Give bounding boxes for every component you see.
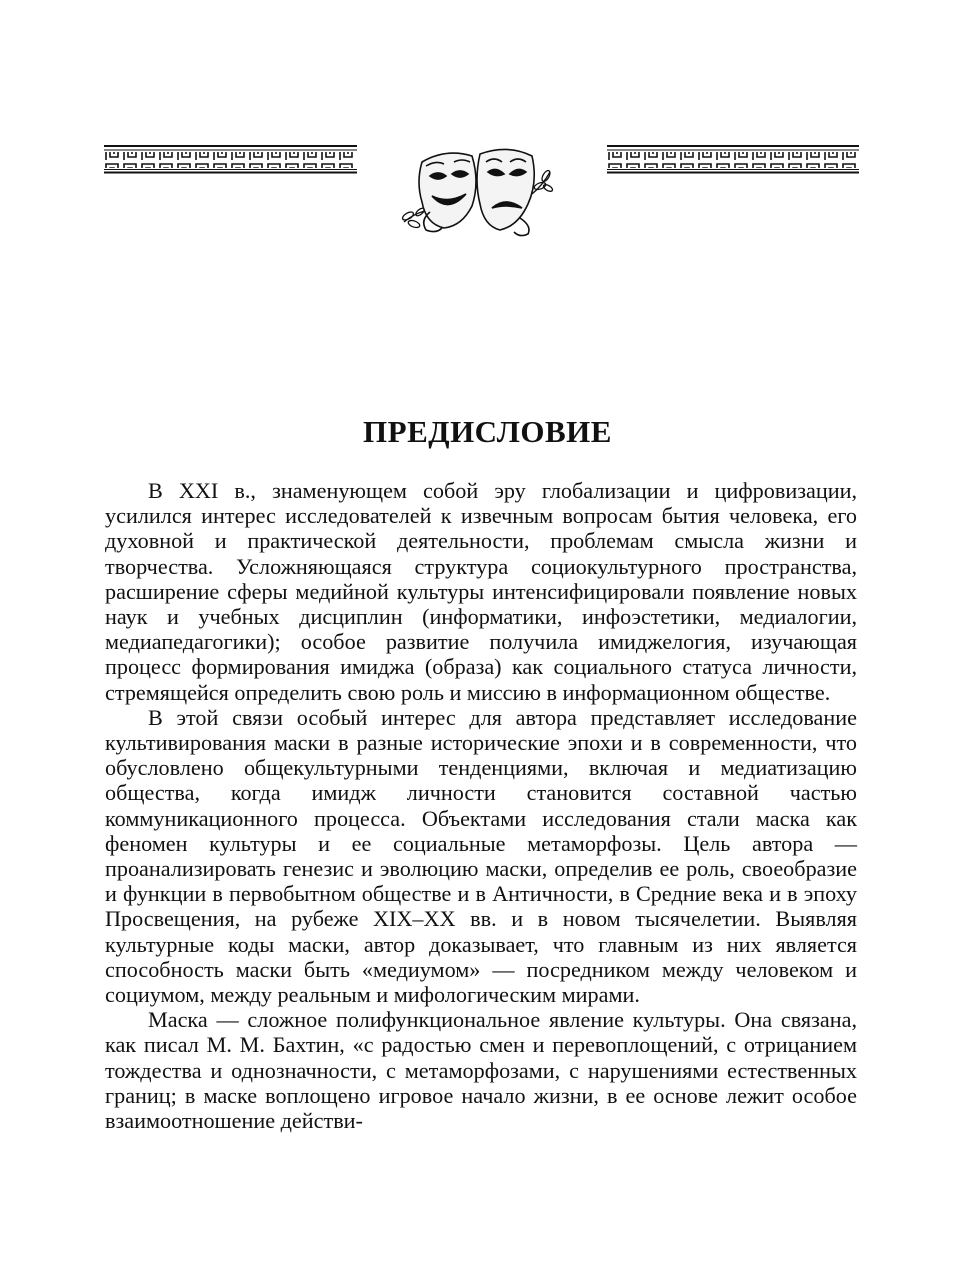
theatre-masks-icon	[396, 142, 558, 238]
paragraph: В XXI в., знаменующем собой эру глобализации и цифровизации, усилился интерес исследователей к извечным вопросам бытия человека, его духовной и практической деятельности, проблемам смысла жизни и творчества. Усложняющаяся структура социокультурного пространства, расширение сферы медийной культуры интенсифицировали появление новых наук и учебных дисциплин (информатики, инфоэстетики, медиалогии, медиапедагогики); особое развитие получила имиджелогия, изучающая процесс формирования имиджа (образа) как социального статуса личности, стремящейся определить свою роль и миссию в информационном обществе.	[105, 478, 857, 705]
page-title: ПРЕДИСЛОВИЕ	[363, 414, 612, 449]
body-text	[105, 478, 857, 1133]
paragraph: Маска — сложное полифункциональное явление культуры. Она связана, как писал М. М. Бахтин, «с радостью смен и перевоплощений, с отрицанием тождества и однозначности, с метаморфозами, с нарушениями естественных границ; в маске воплощено игровое начало жизни, в ее основе лежит особое взаимоотношение действи-	[105, 1007, 857, 1134]
left-greek-key-ornament-icon	[104, 144, 357, 174]
right-greek-key-ornament-icon	[607, 144, 859, 174]
paragraph: В этой связи особый интерес для автора представляет исследование культивирования маски в разные исторические эпохи и в современности, что обусловлено общекультурными тенденциями, включая и медиатизацию общества, когда имидж личности становится составной частью коммуникационного процесса. Объектами исследования стали маска как феномен культуры и ее социальные метаморфозы. Цель автора — проанализировать генезис и эволюцию маски, определив ее роль, своеобразие и функции в первобытном обществе и в Античности, в Средние века и в эпоху Просвещения, на рубеже XIX–XX вв. и в новом тысячелетии. Выявляя культурные коды маски, автор доказывает, что главным из них является способность маски быть «медиумом» — посредником между человеком и социумом, между реальным и мифологическим мирами.	[105, 704, 857, 1008]
